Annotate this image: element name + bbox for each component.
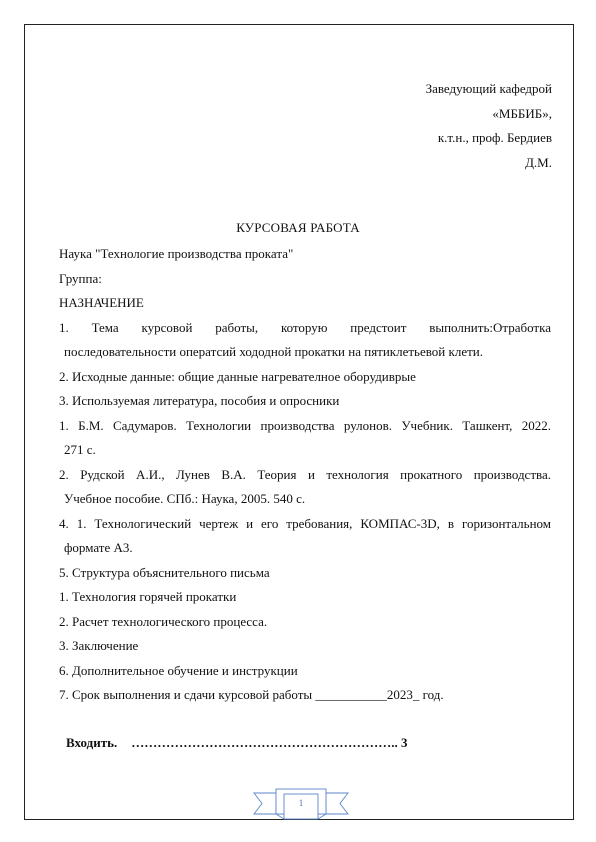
document-title: КУРСОВАЯ РАБОТА — [236, 220, 360, 235]
group-line: Группа: — [59, 270, 102, 286]
item-7: 7. Срок выполнения и сдачи курсовой работы ___________2023_ год. — [59, 687, 444, 702]
approval-header — [426, 77, 552, 175]
header-line-2: «МББИБ», — [492, 105, 552, 121]
item-5: 5. Структура объяснительного письма — [59, 564, 270, 580]
science-line: Наука "Технологие производства проката" — [59, 246, 294, 261]
literature-1-line-1: 1. Б.М. Садумаров. Технологии производства рулонов. Учебник. Ташкент, 2022. — [59, 417, 551, 433]
item-1-line-1: 1. Тема курсовой работы, которую предстоит выполнить:Отработка — [59, 319, 551, 335]
structure-3: 3. Заключение — [59, 638, 139, 653]
literature-2-line-2: Учебное пособие. СПб.: Наука, 2005. 540 с. — [64, 491, 306, 506]
item-6: 6. Дополнительное обучение и инструкции — [59, 662, 298, 678]
toc-label: Входить. — [66, 735, 118, 750]
toc-entry[interactable] — [66, 735, 407, 751]
item-2: 2. Исходные данные: общие данные нагревателное оборудиврые — [59, 368, 416, 384]
item-4-line-2: формате А3. — [64, 540, 133, 555]
header-line-3: к.т.н., проф. Бердиев — [437, 130, 552, 145]
structure-2: 2. Расчет технологического процесса. — [59, 613, 268, 629]
item-1-line-2: последовательности оператсий хододной прокатки на пятиклетьевой клети. — [64, 344, 483, 359]
assignment-heading: НАЗНАЧЕНИЕ — [59, 295, 144, 310]
toc-leader: …………………………………………………….. 3 — [131, 735, 408, 750]
literature-2-line-1: 2. Рудской А.И., Лунев В.А. Теория и технология прокатного производства. — [59, 466, 551, 482]
page-number-footer — [252, 787, 350, 823]
structure-1: 1. Технология горячей прокатки — [59, 589, 237, 604]
item-3: 3. Используемая литература, пособия и опросники — [59, 393, 340, 408]
page-number: 1 — [298, 798, 304, 808]
header-line-1: Заведующий кафедрой — [425, 81, 552, 96]
header-line-4: Д.М. — [525, 154, 552, 170]
literature-1-line-2: 271 с. — [64, 442, 96, 457]
item-4-line-1: 4. 1. Технологический чертеж и его требования, КОМПАС-3D, в горизонтальном — [59, 515, 551, 531]
document-body — [59, 242, 551, 708]
